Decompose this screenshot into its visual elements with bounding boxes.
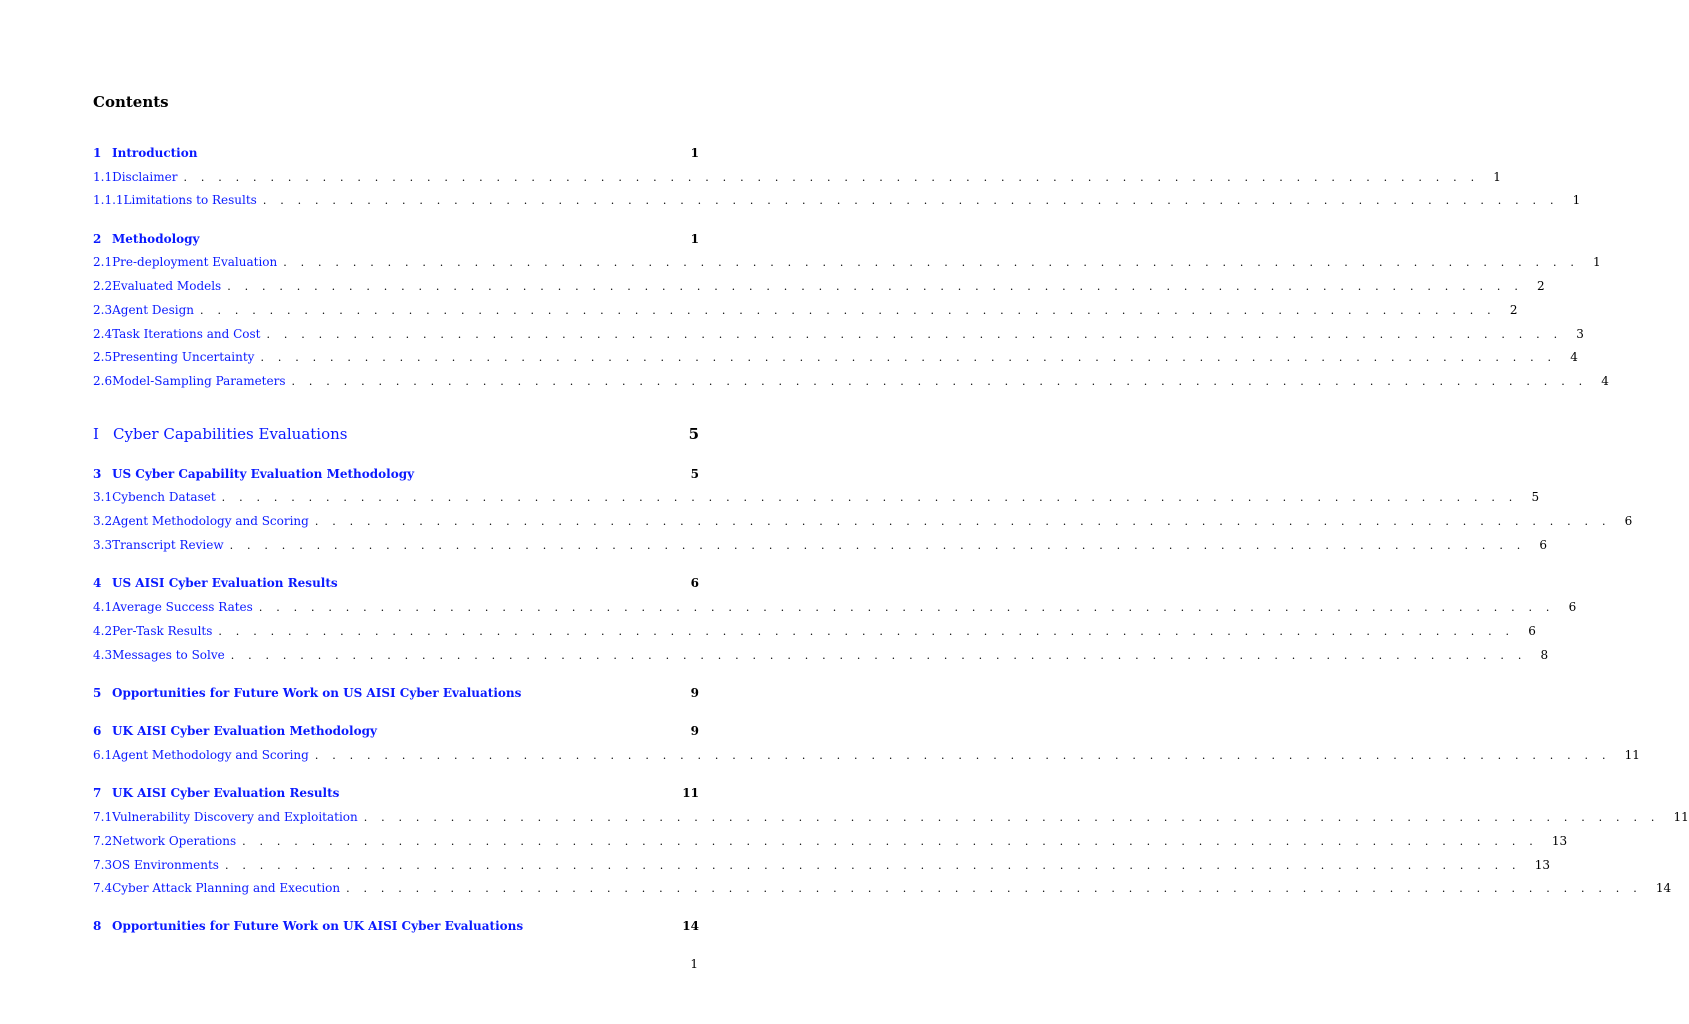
toc-entry-part[interactable]: [93, 424, 699, 444]
toc-dot-leader: . . . . . . . . . . . . . . . . . . . . . . . . . . . . . . . . . . . . . . . . . . . . . . . . . . . . . . . . . . . . . . . . . . . . . . . . . . .: [363, 811, 1660, 824]
toc-dot-leader: . . . . . . . . . . . . . . . . . . . . . . . . . . . . . . . . . . . . . . . . . . . . . . . . . . . . . . . . . . . . . . . . . . . . . . . . . . .: [229, 539, 1526, 552]
toc-entry-number[interactable]: 4.2: [93, 624, 113, 638]
toc-entry-page-number: 1: [1572, 193, 1581, 207]
toc-entry-page-number: 1: [690, 146, 699, 160]
toc-entry-title-link[interactable]: Per-Task Results: [112, 624, 213, 638]
toc-entry-number[interactable]: 2.2: [93, 279, 113, 293]
toc-entry-section[interactable]: [93, 254, 1601, 270]
toc-entry-page-number: 6: [1528, 624, 1536, 638]
toc-dot-leader: . . . . . . . . . . . . . . . . . . . . . . . . . . . . . . . . . . . . . . . . . . . . . . . . . . . . . . . . . . . . . . . . . . . . . . . . . . .: [218, 625, 1515, 638]
toc-entry-chapter[interactable]: [93, 575, 699, 591]
toc-entry-page-number: 6: [1568, 600, 1577, 614]
toc-entry-page-number: 5: [688, 425, 699, 443]
toc-entry-page-number: 2: [1537, 279, 1545, 293]
toc-entry-title-link[interactable]: Opportunities for Future Work on US AISI Cyber Evaluations: [112, 686, 522, 700]
toc-entry-subsection[interactable]: [93, 192, 1581, 208]
toc-dot-leader: . . . . . . . . . . . . . . . . . . . . . . . . . . . . . . . . . . . . . . . . . . . . . . . . . . . . . . . . . . . . . . . . . . . . . . . . . . .: [230, 649, 1527, 662]
toc-entry-number[interactable]: 7: [93, 786, 102, 800]
toc-entry-title-link[interactable]: Cyber Capabilities Evaluations: [113, 425, 348, 443]
toc-entry-title-link[interactable]: Network Operations: [112, 834, 237, 848]
toc-entry-number[interactable]: 6: [93, 724, 102, 738]
toc-entry-title-link[interactable]: Evaluated Models: [112, 279, 222, 293]
toc-entry-title-link[interactable]: US AISI Cyber Evaluation Results: [112, 576, 338, 590]
toc-entry-number[interactable]: 4: [93, 576, 102, 590]
toc-entry-number[interactable]: 1.1: [93, 170, 113, 184]
toc-entry-title-link[interactable]: Model-Sampling Parameters: [112, 374, 286, 388]
toc-entry-section[interactable]: [93, 489, 1540, 505]
toc-entry-title-link[interactable]: OS Environments: [112, 858, 219, 872]
contents-heading: Contents: [93, 93, 169, 111]
toc-entry-title-link[interactable]: Average Success Rates: [112, 600, 253, 614]
toc-entry-page-number: 6: [1624, 514, 1633, 528]
toc-entry-page-number: 11: [682, 786, 699, 800]
toc-entry-section[interactable]: [93, 809, 1689, 825]
toc-entry-page-number: 9: [690, 686, 699, 700]
toc-entry-section[interactable]: [93, 833, 1568, 849]
toc-entry-title-link[interactable]: Disclaimer: [112, 170, 178, 184]
toc-dot-leader: . . . . . . . . . . . . . . . . . . . . . . . . . . . . . . . . . . . . . . . . . . . . . . . . . . . . . . . . . . . . . . . . . . . . . . . . . . .: [283, 256, 1580, 269]
toc-entry-title-link[interactable]: Presenting Uncertainty: [112, 350, 255, 364]
toc-entry-title-link[interactable]: Messages to Solve: [112, 648, 225, 662]
toc-entry-page-number: 6: [690, 576, 699, 590]
toc-entry-number[interactable]: 3: [93, 467, 102, 481]
toc-entry-section[interactable]: [93, 623, 1536, 639]
toc-entry-section[interactable]: [93, 599, 1577, 615]
toc-dot-leader: . . . . . . . . . . . . . . . . . . . . . . . . . . . . . . . . . . . . . . . . . . . . . . . . . . . . . . . . . . . . . . . . . . . . . . . . . . .: [224, 859, 1521, 872]
toc-entry-title-link[interactable]: Introduction: [112, 146, 198, 160]
toc-entry-number[interactable]: 2.4: [93, 327, 113, 341]
toc-entry-page-number: 5: [1531, 490, 1540, 504]
toc-entry-number[interactable]: 3.2: [93, 514, 113, 528]
toc-entry-number[interactable]: 7.3: [93, 858, 113, 872]
toc-entry-number[interactable]: 4.1: [93, 600, 113, 614]
toc-entry-page-number: 4: [1570, 350, 1578, 364]
toc-entry-title-link[interactable]: UK AISI Cyber Evaluation Results: [112, 786, 340, 800]
toc-dot-leader: . . . . . . . . . . . . . . . . . . . . . . . . . . . . . . . . . . . . . . . . . . . . . . . . . . . . . . . . . . . . . . . . . . . . . . . . . . .: [314, 749, 1611, 762]
toc-dot-leader: . . . . . . . . . . . . . . . . . . . . . . . . . . . . . . . . . . . . . . . . . . . . . . . . . . . . . . . . . . . . . . . . . . . . . . . . . . .: [200, 304, 1496, 317]
toc-entry-page-number: 3: [1576, 327, 1584, 341]
toc-entry-number[interactable]: I: [93, 425, 99, 443]
toc-entry-section[interactable]: [93, 278, 1545, 294]
toc-entry-number[interactable]: 2.1: [93, 255, 113, 269]
toc-entry-section[interactable]: [93, 747, 1640, 763]
toc-entry-section[interactable]: [93, 373, 1609, 389]
toc-entry-page-number: 13: [1534, 858, 1551, 872]
toc-entry-section[interactable]: [93, 647, 1549, 663]
toc-entry-page-number: 1: [1493, 170, 1501, 184]
toc-dot-leader: . . . . . . . . . . . . . . . . . . . . . . . . . . . . . . . . . . . . . . . . . . . . . . . . . . . . . . . . . . . . . . . . . . . . . . . . . . .: [262, 194, 1559, 207]
toc-dot-leader: . . . . . . . . . . . . . . . . . . . . . . . . . . . . . . . . . . . . . . . . . . . . . . . . . . . . . . . . . . . . . . . . . . . . . . . . . . .: [183, 171, 1480, 184]
toc-entry-chapter[interactable]: [93, 918, 699, 934]
toc-entry-title-link[interactable]: US Cyber Capability Evaluation Methodology: [112, 467, 415, 481]
toc-entry-page-number: 14: [682, 919, 699, 933]
toc-entry-title-link[interactable]: Transcript Review: [112, 538, 224, 552]
toc-entry-title-link[interactable]: Agent Methodology and Scoring: [112, 748, 309, 762]
toc-dot-leader: . . . . . . . . . . . . . . . . . . . . . . . . . . . . . . . . . . . . . . . . . . . . . . . . . . . . . . . . . . . . . . . . . . . . . . . . . . .: [314, 515, 1611, 528]
toc-dot-leader: . . . . . . . . . . . . . . . . . . . . . . . . . . . . . . . . . . . . . . . . . . . . . . . . . . . . . . . . . . . . . . . . . . . . . . . . . . .: [242, 835, 1538, 848]
toc-entry-section[interactable]: [93, 302, 1518, 318]
toc-dot-leader: . . . . . . . . . . . . . . . . . . . . . . . . . . . . . . . . . . . . . . . . . . . . . . . . . . . . . . . . . . . . . . . . . . . . . . . . . . .: [291, 375, 1588, 388]
toc-entry-number[interactable]: 2: [93, 232, 102, 246]
toc-entry-section[interactable]: [93, 880, 1672, 896]
toc-entry-section[interactable]: [93, 513, 1633, 529]
toc-entry-chapter[interactable]: [93, 145, 699, 161]
toc-entry-section[interactable]: [93, 169, 1501, 185]
toc-entry-section[interactable]: [93, 326, 1584, 342]
footer-page-number: 1: [690, 957, 698, 971]
toc-entry-number[interactable]: 1: [93, 146, 102, 160]
toc-entry-title-link[interactable]: UK AISI Cyber Evaluation Methodology: [112, 724, 377, 738]
toc-entry-title-link[interactable]: Cybench Dataset: [112, 490, 216, 504]
toc-entry-page-number: 5: [690, 467, 699, 481]
toc-entry-section[interactable]: [93, 857, 1551, 873]
toc-entry-title-link[interactable]: Cyber Attack Planning and Execution: [112, 881, 341, 895]
toc-entry-title-link[interactable]: Methodology: [112, 232, 200, 246]
toc-entry-page-number: 2: [1509, 303, 1518, 317]
toc-dot-leader: . . . . . . . . . . . . . . . . . . . . . . . . . . . . . . . . . . . . . . . . . . . . . . . . . . . . . . . . . . . . . . . . . . . . . . . . . . .: [266, 328, 1563, 341]
toc-entry-number[interactable]: 2.6: [93, 374, 113, 388]
toc-entry-number[interactable]: 8: [93, 919, 102, 933]
toc-entry-section[interactable]: [93, 349, 1578, 365]
toc-entry-page-number: 8: [1540, 648, 1549, 662]
toc-entry-number[interactable]: 5: [93, 686, 102, 700]
toc-entry-page-number: 4: [1601, 374, 1609, 388]
toc-entry-number[interactable]: 6.1: [93, 748, 113, 762]
toc-entry-chapter[interactable]: [93, 231, 699, 247]
toc-entry-chapter[interactable]: [93, 785, 699, 801]
toc-entry-chapter[interactable]: [93, 466, 699, 482]
toc-entry-number[interactable]: 7.1: [93, 810, 113, 824]
toc-entry-page-number: 14: [1655, 881, 1672, 895]
toc-entry-number[interactable]: 4.3: [93, 648, 113, 662]
toc-entry-page-number: 11: [1673, 810, 1689, 824]
toc-entry-chapter[interactable]: [93, 723, 699, 739]
toc-entry-number[interactable]: 3.1: [93, 490, 113, 504]
toc-entry-number[interactable]: 2.5: [93, 350, 113, 364]
toc-entry-page-number: 13: [1551, 834, 1568, 848]
toc-dot-leader: . . . . . . . . . . . . . . . . . . . . . . . . . . . . . . . . . . . . . . . . . . . . . . . . . . . . . . . . . . . . . . . . . . . . . . . . . . .: [221, 491, 1518, 504]
toc-dot-leader: . . . . . . . . . . . . . . . . . . . . . . . . . . . . . . . . . . . . . . . . . . . . . . . . . . . . . . . . . . . . . . . . . . . . . . . . . . .: [227, 280, 1524, 293]
toc-entry-number[interactable]: 7.2: [93, 834, 113, 848]
toc-entry-section[interactable]: [93, 537, 1548, 553]
toc-entry-title-link[interactable]: Task Iterations and Cost: [112, 327, 261, 341]
toc-entry-number[interactable]: 2.3: [93, 303, 113, 317]
toc-entry-title-link[interactable]: Opportunities for Future Work on UK AISI Cyber Evaluations: [112, 919, 524, 933]
toc-entry-title-link[interactable]: Agent Design: [112, 303, 195, 317]
toc-entry-page-number: 1: [1593, 255, 1601, 269]
toc-entry-title-link[interactable]: Agent Methodology and Scoring: [112, 514, 309, 528]
toc-dot-leader: . . . . . . . . . . . . . . . . . . . . . . . . . . . . . . . . . . . . . . . . . . . . . . . . . . . . . . . . . . . . . . . . . . . . . . . . . . .: [260, 351, 1557, 364]
toc-dot-leader: . . . . . . . . . . . . . . . . . . . . . . . . . . . . . . . . . . . . . . . . . . . . . . . . . . . . . . . . . . . . . . . . . . . . . . . . . . .: [258, 601, 1555, 614]
toc-entry-page-number: 6: [1539, 538, 1548, 552]
toc-entry-number[interactable]: 1.1.1: [93, 193, 124, 207]
toc-entry-page-number: 9: [690, 724, 699, 738]
toc-entry-page-number: 1: [690, 232, 699, 246]
toc-entry-title-link[interactable]: Pre-deployment Evaluation: [112, 255, 278, 269]
toc-entry-chapter[interactable]: [93, 685, 699, 701]
toc-entry-title-link[interactable]: Vulnerability Discovery and Exploitation: [112, 810, 358, 824]
toc-entry-number[interactable]: 7.4: [93, 881, 113, 895]
toc-entry-page-number: 11: [1624, 748, 1640, 762]
toc-dot-leader: . . . . . . . . . . . . . . . . . . . . . . . . . . . . . . . . . . . . . . . . . . . . . . . . . . . . . . . . . . . . . . . . . . . . . . . . . . .: [346, 882, 1642, 895]
toc-entry-number[interactable]: 3.3: [93, 538, 113, 552]
toc-entry-title-link[interactable]: Limitations to Results: [123, 193, 257, 207]
